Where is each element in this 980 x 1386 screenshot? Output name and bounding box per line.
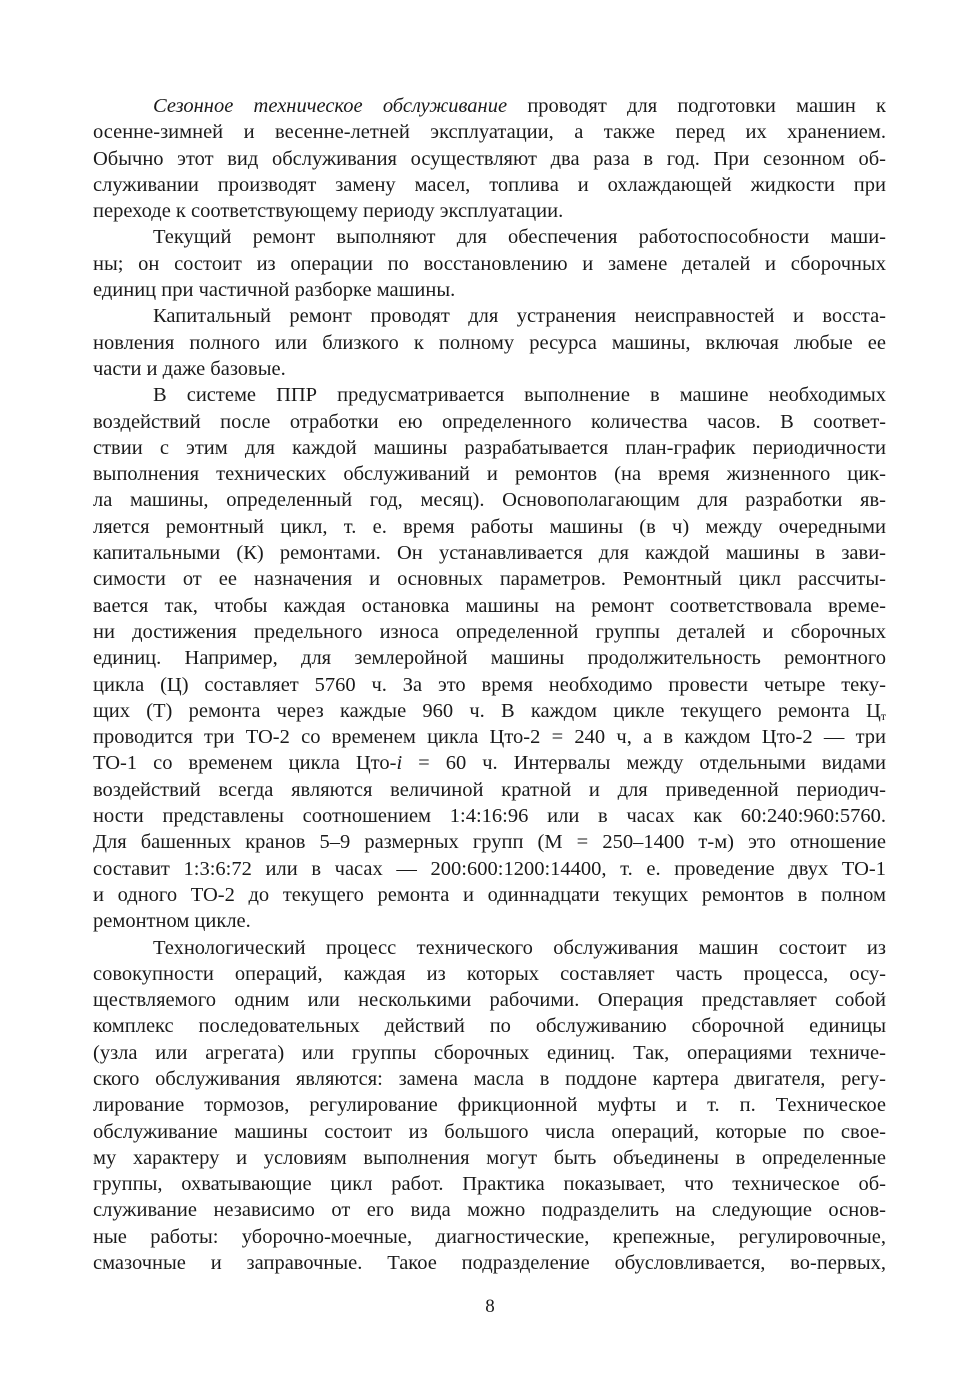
line-text: обслуживание машины состоит из большого числа операций, которые по свое- <box>93 1120 886 1143</box>
text-line <box>93 224 886 250</box>
line-text: вается так, чтобы каждая остановка машины на ремонт соответствовала време- <box>93 594 886 617</box>
line-text: лирование тормозов, регулирование фрикционной муфты и т. п. Техническое <box>93 1094 886 1117</box>
line-text: В системе ППР предусматривается выполнение в машине необходимых <box>153 384 886 407</box>
text-line <box>93 198 886 224</box>
text-line <box>93 829 886 855</box>
line-text: служивании производят замену масел, топлива и охлаждающей жидкости при <box>93 173 886 196</box>
line-text: ни достижения предельного износа определенной группы деталей и сборочных <box>93 620 886 643</box>
line-text: воздействий всегда являются величиной кратной и для приведенной периодич- <box>93 778 886 801</box>
text-line <box>93 724 886 750</box>
subscript: т <box>880 708 886 723</box>
text-line <box>93 1119 886 1145</box>
italic-variable: i <box>396 752 403 775</box>
text-line <box>93 672 886 698</box>
line-text: Для башенных кранов 5–9 размерных групп (М = 250–1400 т-м) это отношение <box>93 831 886 854</box>
text-line <box>93 566 886 592</box>
line-text-tail: = 60 ч. Интервалы между отдельными видами <box>402 752 886 775</box>
text-line <box>93 172 886 198</box>
text-line <box>93 1013 886 1039</box>
line-text: Технологический процесс технического обслуживания машин состоит из <box>153 936 886 959</box>
line-text: ствии с этим для каждой машины разрабатывается план-график периодичности <box>93 436 886 459</box>
text-line <box>93 1171 886 1197</box>
line-text: ляется ремонтный цикл, т. е. время работы машины (в ч) между очередными <box>93 515 886 538</box>
line-text: и одного ТО-2 до текущего ремонта и одиннадцати текущих ремонтов в полном <box>93 883 886 906</box>
text-line <box>93 1040 886 1066</box>
text-line <box>93 803 886 829</box>
paragraph <box>93 935 886 1277</box>
line-text: ществляемого одним или несколькими рабочими. Операция представляет собой <box>93 989 886 1012</box>
line-text: щих (Т) ремонта через каждые 960 ч. В каждом цикле текущего ремонта Ц <box>93 699 881 722</box>
line-text: ные работы: уборочно-моечные, диагностические, крепежные, регулировочные, <box>93 1225 886 1248</box>
text-line <box>93 1145 886 1171</box>
text-line <box>93 698 886 724</box>
document-page <box>93 93 886 1276</box>
text-line <box>93 330 886 356</box>
text-line <box>93 1066 886 1092</box>
line-text: ны; он состоит из операции по восстановлению и замене деталей и сборочных <box>93 252 886 275</box>
text-line <box>93 1224 886 1250</box>
line-text: группы, охватывающие цикл работ. Практика показывает, что техническое об- <box>93 1173 886 1196</box>
line-text: ского обслуживания являются: замена масла в поддоне картера двигателя, регу- <box>93 1067 886 1090</box>
paragraph <box>93 224 886 303</box>
line-text: (узла или агрегата) или группы сборочных единиц. Так, операциями техниче- <box>93 1041 886 1064</box>
line-text: Текущий ремонт выполняют для обеспечения работоспособности маши- <box>153 226 886 249</box>
text-line <box>93 119 886 145</box>
text-line <box>93 1250 886 1276</box>
line-text: ТО-1 со временем цикла Цто- <box>93 752 397 775</box>
text-line <box>93 382 886 408</box>
line-text: ла машины, определенный год, месяц). Основополагающим для разработки яв- <box>93 489 886 512</box>
text-line <box>93 882 886 908</box>
text-line <box>93 461 886 487</box>
paragraph <box>93 93 886 224</box>
italic-term: Сезонное техническое обслуживание <box>153 95 508 117</box>
line-text: му характеру и условиям выполнения могут быть объединены в определенные <box>93 1146 886 1169</box>
text-line <box>93 856 886 882</box>
text-line <box>93 593 886 619</box>
text-line <box>93 251 886 277</box>
text-line <box>93 435 886 461</box>
text-line <box>93 1197 886 1223</box>
line-text: новления полного или близкого к полному ресурса машины, включая любые ее <box>93 331 886 354</box>
line-text: выполнения технических обслуживаний и ремонтов (на время жизненного цик- <box>93 463 886 486</box>
text-line <box>93 645 886 671</box>
text-line <box>93 935 886 961</box>
line-text: Капитальный ремонт проводят для устранения неисправностей и восста- <box>153 305 886 328</box>
text-line <box>93 356 886 382</box>
text-line <box>93 277 886 303</box>
text-line <box>93 303 886 329</box>
text-line <box>93 487 886 513</box>
text-line <box>93 750 886 776</box>
paragraph <box>93 303 886 382</box>
line-text: ности представлены соотношением 1:4:16:96 или в часах как 60:240:960:5760. <box>93 805 886 828</box>
text-line <box>93 777 886 803</box>
text-line <box>93 146 886 172</box>
text-line <box>93 961 886 987</box>
line-text: единиц при частичной разборке машины. <box>93 279 456 302</box>
line-text: служивание независимо от его вида можно подразделить на следующие основ- <box>93 1199 886 1222</box>
page-number: 8 <box>485 1296 495 1317</box>
line-text: части и даже базовые. <box>93 357 286 380</box>
text-line <box>93 1092 886 1118</box>
line-text: проводится три ТО-2 со временем цикла Цто-2 = 240 ч, а в каждом Цто-2 — три <box>93 726 886 749</box>
line-text: Обычно этот вид обслуживания осуществляют два раза в год. При сезонном об- <box>93 147 886 170</box>
paragraph <box>93 382 886 934</box>
line-text: симости от ее назначения и основных параметров. Ремонтный цикл рассчиты- <box>93 568 886 591</box>
text-line <box>93 409 886 435</box>
text-line <box>93 987 886 1013</box>
line-text: осенне-зимней и весенне-летней эксплуатации, а также перед их хранением. <box>93 121 886 144</box>
line-text: воздействий после отработки ею определенного количества часов. В соответ- <box>93 410 886 433</box>
text-line <box>93 908 886 934</box>
text-line <box>93 93 886 119</box>
line-text: переходе к соответствующему периоду эксплуатации. <box>93 200 564 223</box>
line-text: смазочные и заправочные. Такое подразделение обусловливается, во-первых, <box>93 1252 886 1275</box>
text-line <box>93 514 886 540</box>
line-text: составит 1:3:6:72 или в часах — 200:600:1200:14400, т. е. проведение двух ТО-1 <box>93 857 886 880</box>
line-text: совокупности операций, каждая из которых составляет часть процесса, осу- <box>93 962 886 985</box>
line-text: ремонтном цикле. <box>93 910 251 933</box>
line-text: капитальными (К) ремонтами. Он устанавливается для каждой машины в зави- <box>93 542 886 565</box>
line-text: единиц. Например, для землеройной машины продолжительность ремонтного <box>93 647 886 670</box>
text-line <box>93 540 886 566</box>
line-text: цикла (Ц) составляет 5760 ч. За это время необходимо провести четыре теку- <box>93 673 886 696</box>
line-text: проводят для подготовки машин к <box>507 95 886 117</box>
line-text: комплекс последовательных действий по обслуживанию сборочной единицы <box>93 1015 886 1038</box>
text-line <box>93 619 886 645</box>
